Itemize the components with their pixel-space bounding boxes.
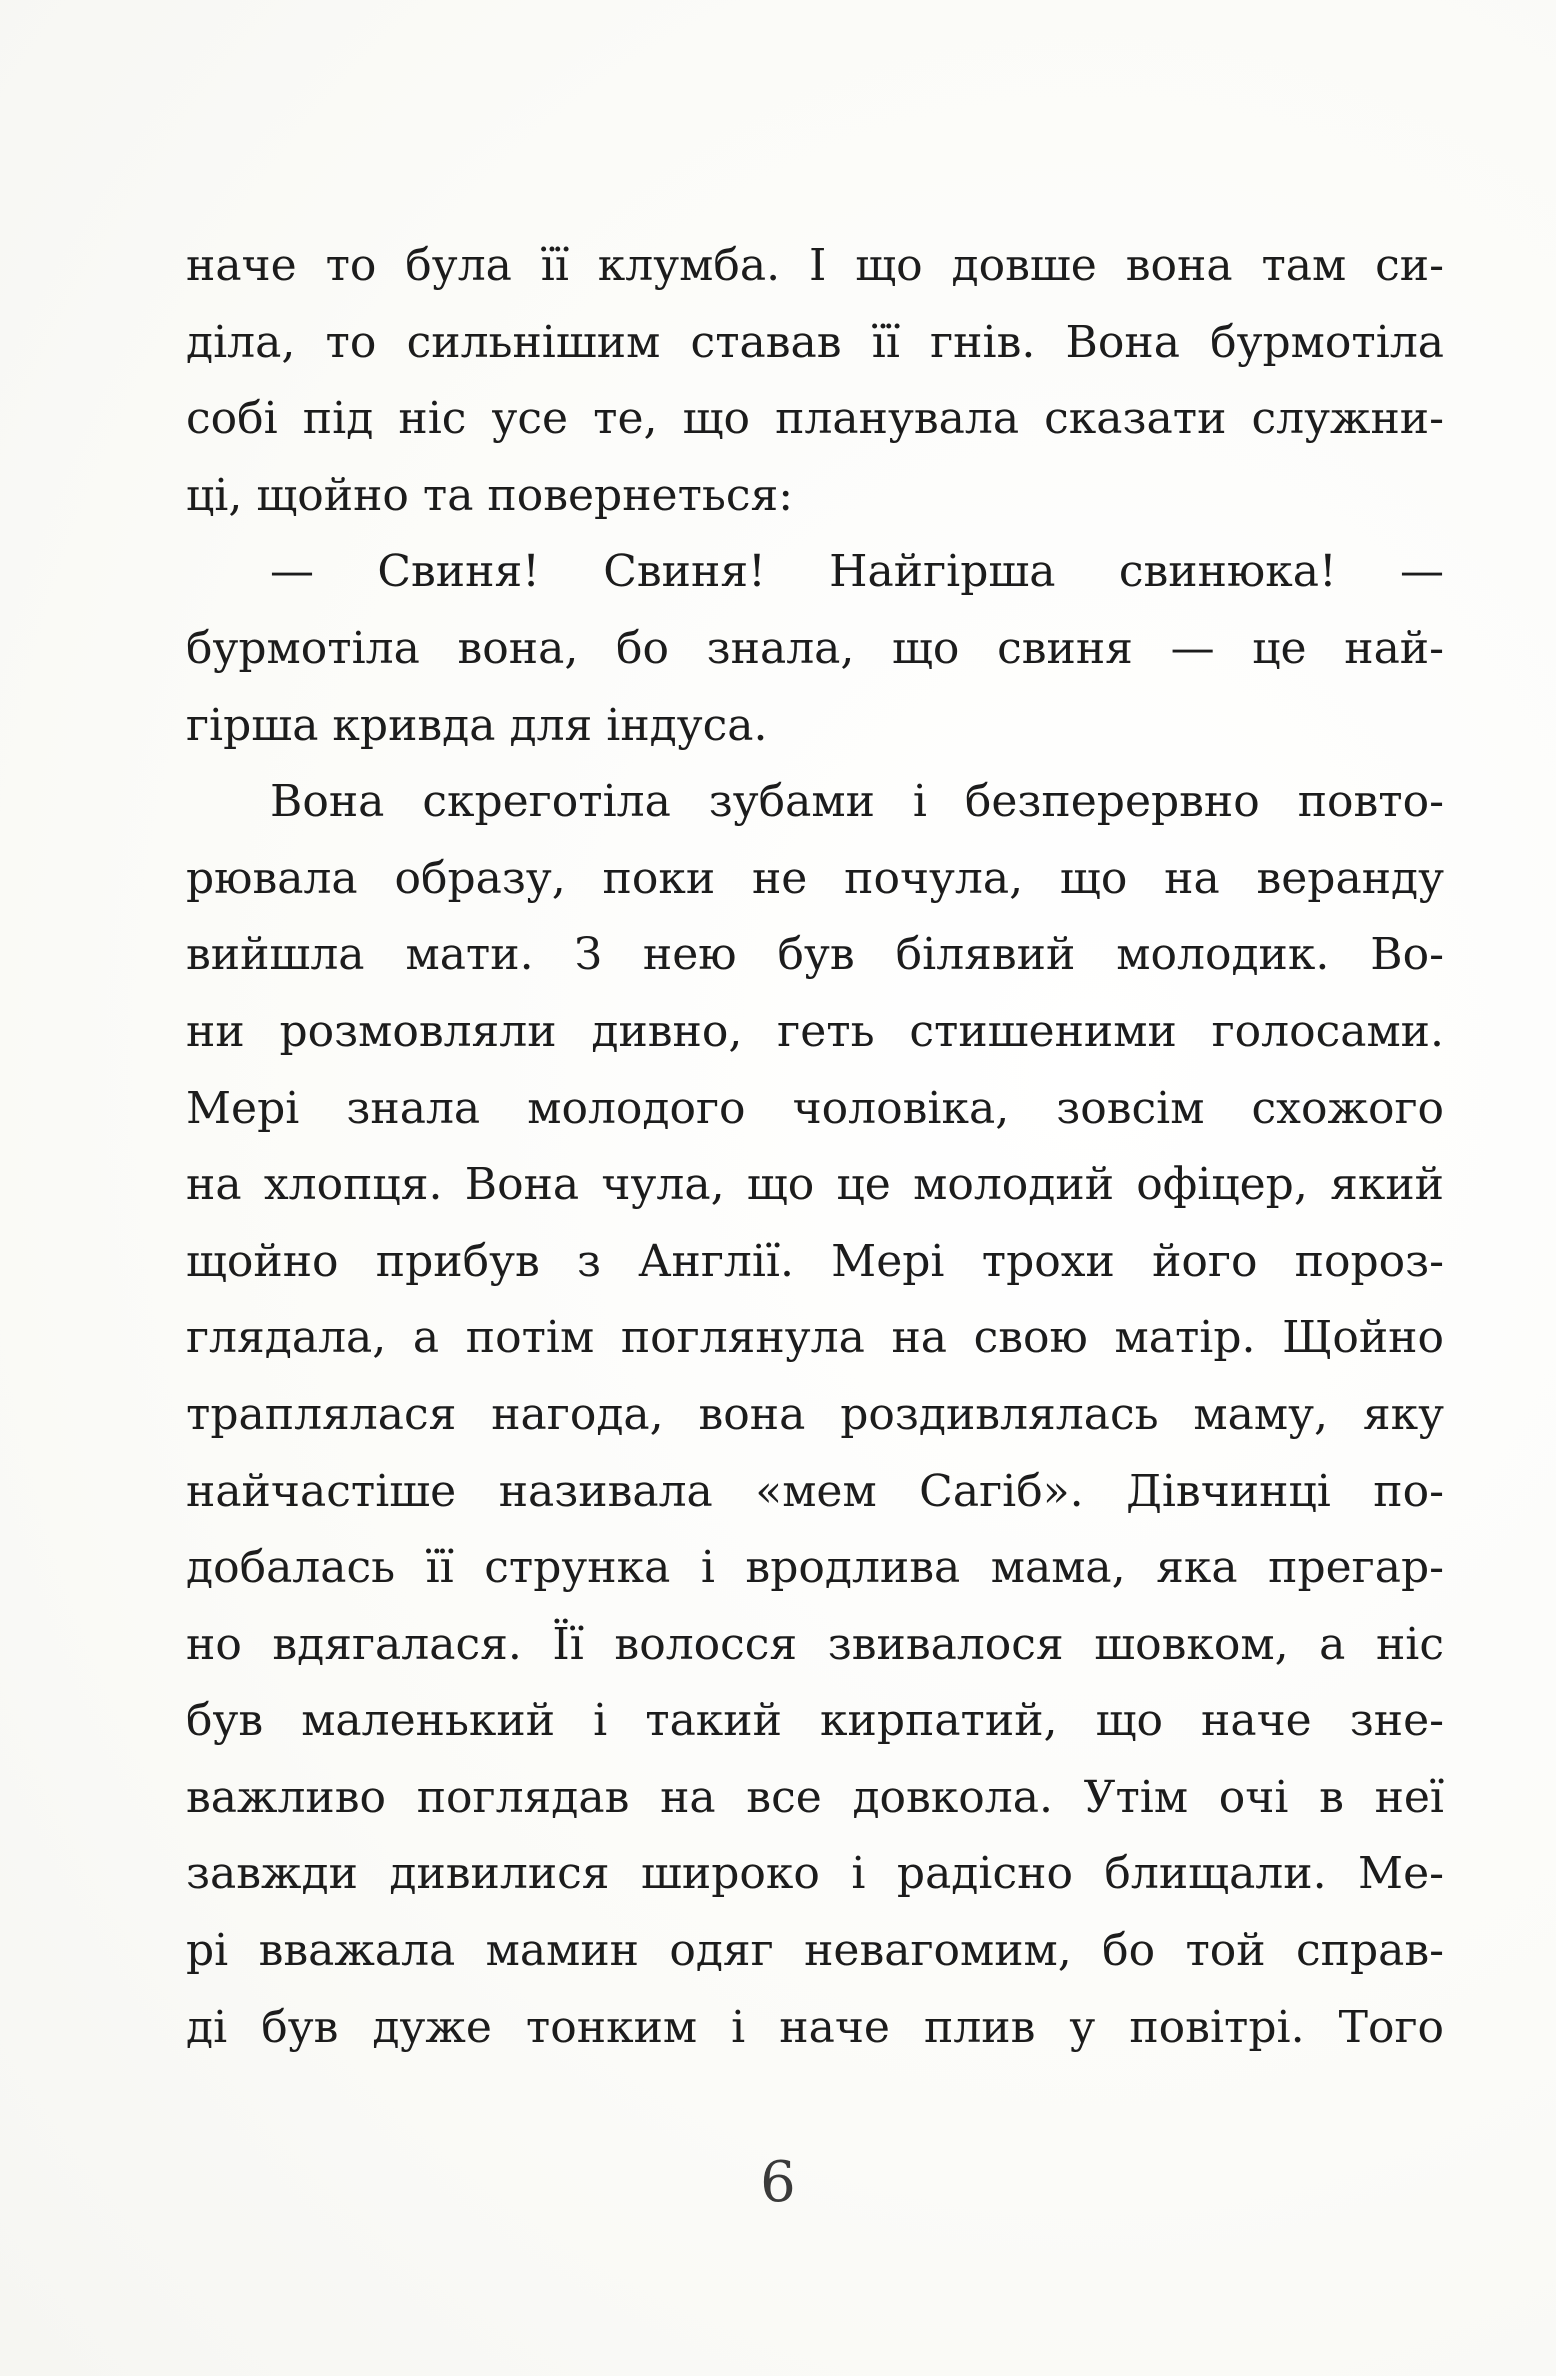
text-line: ни розмовляли дивно, геть стишеними голосами. (186, 1005, 1444, 1057)
text-line: гірша кривда для індуса. (186, 699, 768, 751)
text-line: важливо поглядав на все довкола. Утім очі в неї (186, 1771, 1444, 1823)
text-line: був маленький і такий кирпатий, що наче зне- (186, 1695, 1444, 1747)
text-line: добалась її струнка і вродлива мама, яка прегар- (186, 1542, 1444, 1594)
text-line: траплялася нагода, вона роздивлялась маму, яку (186, 1388, 1444, 1440)
text-line: щойно прибув з Англії. Мері трохи його пороз- (186, 1235, 1444, 1287)
text-line: но вдягалася. Її волосся звивалося шовком, а ніс (186, 1618, 1444, 1670)
text-line: діла, то сильнішим ставав її гнів. Вона бурмотіла (186, 316, 1444, 368)
text-line: Мері знала молодого чоловіка, зовсім схожого (186, 1082, 1444, 1134)
text-line: рювала образу, поки не почула, що на веранду (186, 852, 1444, 904)
text-line: бурмотіла вона, бо знала, що свиня — це най- (186, 622, 1444, 674)
text-line: Вона скреготіла зубами і безперервно повто- (270, 776, 1444, 828)
text-line: наче то була її клумба. І що довше вона там си- (186, 240, 1444, 291)
text-line: ді був дуже тонким і наче плив у повітрі. Того (186, 2001, 1444, 2053)
body-text (186, 228, 1444, 2066)
page-number: 6 (760, 2150, 796, 2215)
text-line: завжди дивилися широко і радісно блищали. Ме- (186, 1848, 1444, 1900)
text-line: ці, щойно та повернеться: (186, 469, 794, 521)
text-line: рі вважала мамин одяг невагомим, бо той справ- (186, 1925, 1444, 1977)
text-line: вийшла мати. З нею був білявий молодик. Во- (186, 929, 1444, 981)
text-line: найчастіше називала «мем Сагіб». Дівчинці по- (186, 1465, 1444, 1517)
text-line: глядала, а потім поглянула на свою матір. Щойно (186, 1312, 1444, 1364)
text-line: собі під ніс усе те, що планувала сказати служни- (186, 393, 1444, 445)
text-line: — Свиня! Свиня! Найгірша свинюка! — (270, 546, 1444, 598)
text-line: на хлопця. Вона чула, що це молодий офіцер, який (186, 1159, 1444, 1211)
